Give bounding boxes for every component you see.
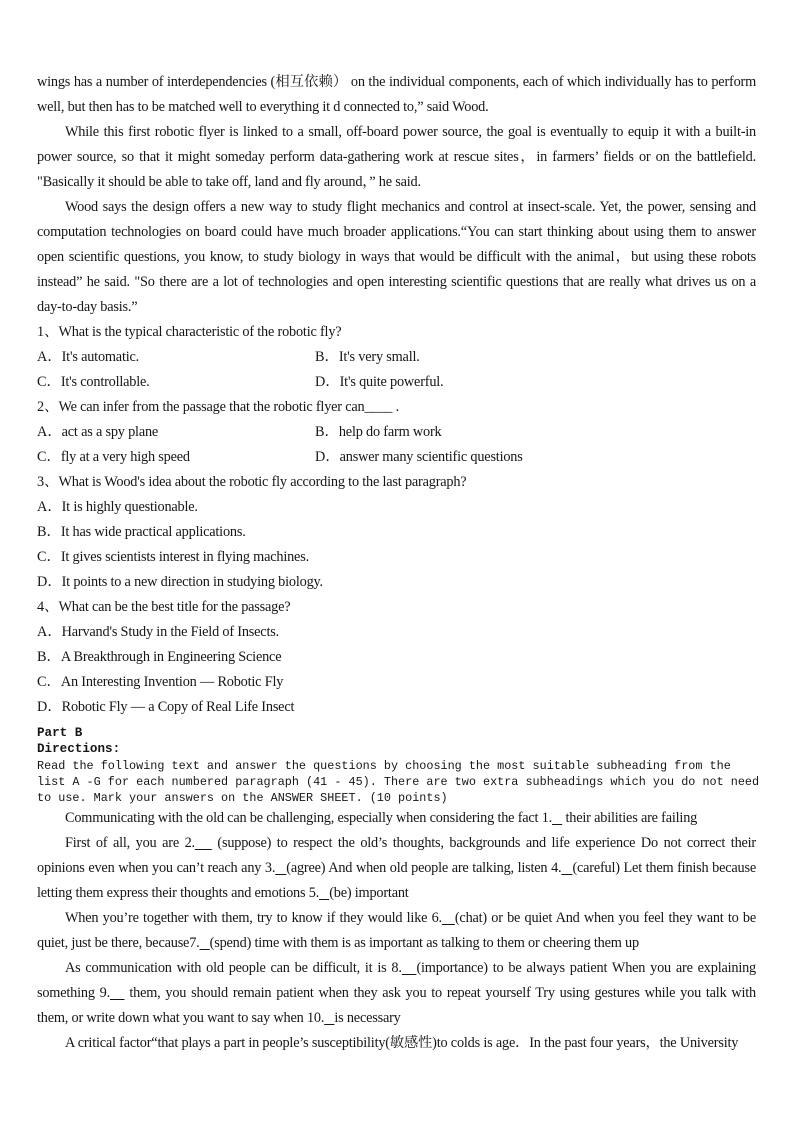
option-text: An Interesting Invention — Robotic Fly	[60, 674, 284, 690]
option-row	[37, 370, 756, 395]
option-row	[37, 445, 756, 470]
option-row	[37, 645, 756, 670]
cloze-blank	[391, 960, 416, 976]
option-label: D．	[315, 374, 340, 390]
option-text: answer many scientific questions	[339, 449, 523, 465]
option-row	[37, 670, 756, 695]
blank-number: 2.	[184, 835, 195, 852]
option-text: It's quite powerful.	[339, 374, 444, 390]
option-row	[37, 695, 756, 720]
blank-underline	[319, 885, 329, 901]
directions-text	[37, 758, 760, 807]
cloze-blank	[432, 910, 455, 926]
answer-option	[315, 370, 756, 395]
option-text: It gives scientists interest in flying machines.	[60, 549, 309, 565]
cloze-blank	[542, 810, 562, 826]
option-label: A．	[37, 499, 62, 515]
option-label: D．	[315, 449, 340, 465]
blank-underline	[200, 935, 210, 951]
option-text: act as a spy plane	[61, 424, 159, 440]
option-text: It is highly questionable.	[61, 499, 198, 515]
blank-number: 8.	[391, 960, 402, 977]
option-text: It has wide practical applications.	[60, 524, 246, 540]
blank-underline	[442, 910, 455, 926]
question-text: What is the typical characteristic of the robotic fly?	[58, 324, 342, 340]
cloze-text: Communicating with the old can be challenging, especially when considering the fact	[65, 810, 542, 827]
question-number: 4、	[37, 599, 59, 615]
cloze-text: is necessary	[334, 1010, 401, 1027]
cloze-passage	[37, 806, 756, 1056]
cloze-paragraph	[37, 956, 756, 1031]
cloze-paragraph	[37, 1031, 756, 1056]
cloze-blank	[309, 885, 329, 901]
directions-line: list A -G for each numbered paragraph (41 - 45). There are two extra subheadings which you do not need	[37, 774, 760, 789]
option-text: It's controllable.	[60, 374, 150, 390]
option-label: B．	[37, 649, 61, 665]
question-text: What is Wood's idea about the robotic fly according to the last paragraph?	[58, 474, 467, 490]
cloze-text: their abilities are failing	[562, 810, 698, 827]
blank-number: 3.	[264, 860, 276, 877]
part-b-section	[37, 725, 760, 806]
cloze-blank	[189, 935, 209, 951]
cloze-text: A critical factor“that plays a part in people’s susceptibility(敏感性)to colds is age．In the past four years，the University	[65, 1035, 739, 1052]
cloze-blank	[551, 860, 572, 876]
option-text: A Breakthrough in Engineering Science	[60, 649, 282, 665]
directions-label: Directions:	[37, 742, 121, 757]
option-text: It's automatic.	[61, 349, 140, 365]
answer-option	[37, 570, 756, 595]
option-row	[37, 570, 756, 595]
answer-option	[315, 345, 756, 370]
option-label: C．	[37, 374, 61, 390]
blank-number: 7.	[189, 935, 200, 952]
option-label: C．	[37, 674, 61, 690]
question-text: What can be the best title for the passage?	[58, 599, 291, 615]
blank-underline	[402, 960, 417, 976]
option-text: help do farm work	[338, 424, 442, 440]
blank-underline	[110, 985, 125, 1001]
answer-option	[37, 495, 756, 520]
option-label: C．	[37, 449, 61, 465]
cloze-paragraph	[37, 806, 756, 831]
option-row	[37, 545, 756, 570]
option-label: B．	[315, 349, 339, 365]
option-text: Robotic Fly — a Copy of Real Life Insect	[61, 699, 295, 715]
option-row	[37, 520, 756, 545]
answer-option	[315, 420, 756, 445]
blank-number: 1.	[541, 810, 553, 827]
option-label: B．	[37, 524, 61, 540]
passage-paragraph: While this first robotic flyer is linked to a small, off-board power source, the goal is eventually to equip it with a built-in power source, so that it might someday perform data-gathering work at rescue sites，in farmers’ fields or on the battlefield. "Basically it should be able to take off, land and fly around，” he said.	[37, 124, 756, 190]
answer-option	[37, 620, 756, 645]
question-stem	[37, 395, 756, 420]
option-row	[37, 345, 756, 370]
cloze-text: (agree) And when old people are talking, listen	[286, 860, 552, 877]
answer-option	[37, 345, 315, 370]
answer-option	[37, 420, 315, 445]
answer-option	[315, 445, 756, 470]
passage-paragraph: wings has a number of interdependencies (相互依赖） on the individual components, each of which individually has to perform well, but then has to be matched well to everything it d connected to,” said Wood.	[37, 74, 756, 115]
option-label: A．	[37, 424, 62, 440]
cloze-text: (importance) to be always patient When you are explaining something	[37, 960, 757, 1002]
reading-passage	[37, 70, 756, 320]
option-row	[37, 620, 756, 645]
cloze-blank	[185, 835, 212, 851]
cloze-paragraph	[37, 906, 756, 956]
directions-line: Read the following text and answer the questions by choosing the most suitable subheading from the	[37, 758, 731, 773]
answer-option	[37, 445, 315, 470]
option-text: It's very small.	[338, 349, 420, 365]
answer-option	[37, 370, 315, 395]
cloze-paragraph	[37, 831, 756, 906]
option-label: B．	[315, 424, 339, 440]
cloze-blank	[307, 1010, 334, 1026]
blank-underline	[324, 1010, 334, 1026]
option-row	[37, 495, 756, 520]
blank-underline	[552, 810, 562, 826]
cloze-text: (spend) time with them is as important as talking to them or cheering them up	[209, 935, 639, 952]
question-stem	[37, 320, 756, 345]
question-text: We can infer from the passage that the robotic flyer can____ .	[58, 399, 400, 415]
blank-number: 4.	[551, 860, 562, 877]
option-label: D．	[37, 574, 62, 590]
directions-line: to use. Mark your answers on the ANSWER SHEET. (10 points)	[37, 791, 448, 806]
blank-underline	[561, 860, 572, 876]
cloze-text: First of all, you are	[65, 835, 185, 852]
cloze-text: When you’re together with them, try to know if they would like	[65, 910, 432, 927]
answer-option	[37, 695, 756, 720]
option-label: D．	[37, 699, 62, 715]
answer-option	[37, 545, 756, 570]
cloze-text: (careful) Let them finish because letting them express their thoughts and emotions	[37, 860, 756, 902]
answer-option	[37, 520, 756, 545]
option-text: Harvand's Study in the Field of Insects.	[61, 624, 279, 640]
question-stem	[37, 470, 756, 495]
option-label: A．	[37, 624, 62, 640]
option-text: It points to a new direction in studying biology.	[61, 574, 323, 590]
cloze-text: (chat) or be quiet And when you feel they want to be quiet, just be there, because	[37, 910, 757, 952]
question-number: 2、	[37, 399, 59, 415]
blank-number: 10.	[306, 1010, 325, 1027]
option-label: A．	[37, 349, 62, 365]
blank-number: 9.	[99, 985, 110, 1002]
cloze-text: them, you should remain patient when they ask you to repeat yourself Try using gestures while you talk with them, or write down what you want to say when	[37, 985, 756, 1027]
cloze-blank	[100, 985, 125, 1001]
blank-underline	[275, 860, 286, 876]
question-list	[37, 320, 756, 720]
cloze-text: (be) important	[329, 885, 409, 902]
question-number: 1、	[37, 324, 59, 340]
answer-option	[37, 670, 756, 695]
blank-underline	[195, 835, 212, 851]
passage-paragraph: Wood says the design offers a new way to study flight mechanics and control at insect-scale. Yet, the power, sensing and computation technologies on board could have much broader applications.“You can start thinking about using them to answer open scientific questions, you know, to study biology in ways that would be difficult with the animal，but using these robots instead” he said. "So there are a lot of technologies and open interesting scientific questions that are really what drives us on a day-to-day basis.”	[37, 199, 756, 315]
part-b-heading: Part B	[37, 726, 83, 740]
option-label: C．	[37, 549, 61, 565]
cloze-blank	[265, 860, 286, 876]
question-stem	[37, 595, 756, 620]
answer-option	[37, 645, 756, 670]
cloze-text: As communication with old people can be difficult, it is	[65, 960, 392, 977]
cloze-text: (suppose) to respect the old’s thoughts, backgrounds and life experience Do not correct their opinions even when you can’t reach any	[37, 835, 756, 877]
option-row	[37, 420, 756, 445]
blank-number: 5.	[308, 885, 320, 902]
question-number: 3、	[37, 474, 59, 490]
blank-number: 6.	[431, 910, 442, 927]
option-text: fly at a very high speed	[60, 449, 190, 465]
